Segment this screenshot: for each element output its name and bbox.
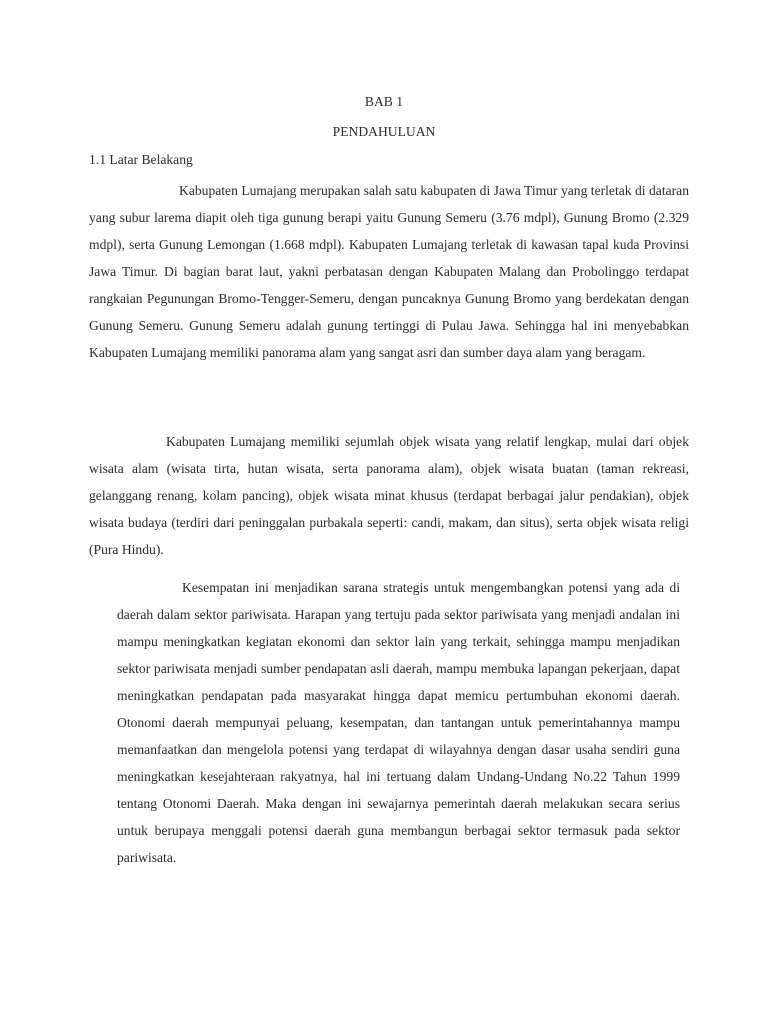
chapter-number: BAB 1	[364, 94, 404, 109]
chapter-title: PENDAHULUAN	[332, 124, 436, 139]
paragraph-tourism-opportunity: Kesempatan ini menjadikan sarana strategis untuk mengembangkan potensi yang ada di daerah dalam sektor pariwisata. Harapan yang tertuju pada sektor pariwisata yang menjadi andalan ini mampu meningkatkan kegiatan ekonomi dan sektor lain yang terkait, sehingga mampu menjadikan sektor pariwisata menjadi sumber pendapatan asli daerah, mampu membuka lapangan pekerjaan, dapat meningkatkan pendapatan pada masyarakat hingga dapat memicu pertumbuhan ekonomi daerah. Otonomi daerah mempunyai peluang, kesempatan, dan tantangan untuk pemerintahannya mampu memanfaatkan dan mengelola potensi yang terdapat di wilayahnya dengan dasar usaha sendiri guna meningkatkan kesejahteraan rakyatnya, hal ini tertuang dalam Undang-Undang No.22 Tahun 1999 tentang Otonomi Daerah. Maka dengan ini sewajarnya pemerintah daerah melakukan secara serius untuk berupaya menggali potensi daerah guna membangun berbagai sektor termasuk pada sektor pariwisata.	[117, 580, 680, 865]
paragraph-tourism-objects: Kabupaten Lumajang memiliki sejumlah objek wisata yang relatif lengkap, mulai dari objek wisata alam (wisata tirta, hutan wisata, serta panorama alam), objek wisata buatan (taman rekreasi, gelanggang renang, kolam pancing), objek wisata minat khusus (terdapat berbagai jalur pendakian), objek wisata budaya (terdiri dari peninggalan purbakala seperti: candi, makam, dan situs), serta objek wisata religi (Pura Hindu).	[89, 434, 689, 557]
paragraph-intro-lumajang: Kabupaten Lumajang merupakan salah satu kabupaten di Jawa Timur yang terletak di dataran yang subur larema diapit oleh tiga gunung berapi yaitu Gunung Semeru (3.76 mdpl), Gunung Bromo (2.329 mdpl), serta Gunung Lemongan (1.668 mdpl). Kabupaten Lumajang terletak di kawasan tapal kuda Provinsi Jawa Timur. Di bagian barat laut, yakni perbatasan dengan Kabupaten Malang dan Probolinggo terdapat rangkaian Pegunungan Bromo-Tengger-Semeru, dengan puncaknya Gunung Bromo yang berdekatan dengan Gunung Semeru. Gunung Semeru adalah gunung tertinggi di Pulau Jawa. Sehingga hal ini menyebabkan Kabupaten Lumajang memiliki panorama alam yang sangat asri dan sumber daya alam yang beragam.	[89, 183, 689, 360]
section-heading: 1.1 Latar Belakang	[89, 152, 193, 167]
